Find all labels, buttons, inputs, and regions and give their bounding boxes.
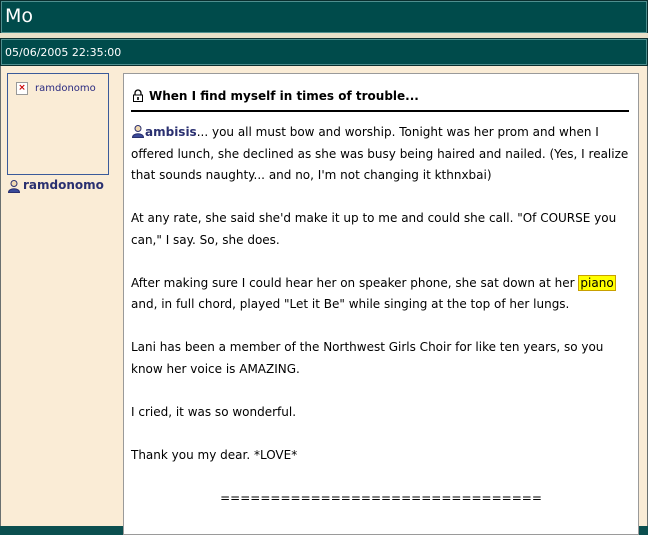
broken-image-icon: × bbox=[16, 82, 28, 95]
paragraph-text: ... you all must bow and worship. Tonight was her prom and when I offered lunch, she declined as she was busy being haired and nailed. (Yes, I realize that sounds naughty... and no, I'm not changing it kthnxbai) bbox=[131, 125, 629, 182]
paragraph-text: and, in full chord, played "Let it Be" while singing at the top of her lungs. bbox=[131, 297, 570, 311]
user-icon bbox=[131, 124, 145, 138]
post-paragraph bbox=[131, 273, 631, 316]
user-icon bbox=[7, 179, 21, 193]
post-paragraph: At any rate, she said she'd make it up to me and could she call. "Of COURSE you can," I say. So, she does. bbox=[131, 211, 617, 247]
post-paragraph bbox=[131, 122, 631, 187]
page-title: Mo bbox=[5, 5, 34, 27]
highlighted-keyword: piano bbox=[580, 275, 614, 290]
post-body bbox=[131, 122, 631, 531]
title-divider bbox=[131, 110, 629, 112]
post-paragraph: Lani has been a member of the Northwest Girls Choir for like ten years, so you know her voice is AMAZING. bbox=[131, 340, 604, 376]
content-area bbox=[0, 66, 648, 526]
user-mention-link[interactable]: ambisis bbox=[145, 125, 197, 139]
paragraph-text: After making sure I could hear her on speaker phone, she sat down at her bbox=[131, 275, 579, 290]
author-username-link[interactable]: ramdonomo bbox=[23, 178, 104, 192]
post-paragraph: I cried, it was so wonderful. bbox=[131, 404, 297, 419]
post-paragraph: Thank you my dear. *LOVE* bbox=[131, 447, 298, 462]
avatar-alt-text: ramdonomo bbox=[35, 83, 96, 94]
avatar bbox=[7, 73, 109, 175]
post-box bbox=[123, 73, 639, 535]
author-sidebar bbox=[1, 66, 117, 526]
lock-icon bbox=[132, 89, 144, 102]
post-title: When I find myself in times of trouble... bbox=[149, 89, 419, 103]
date-bar bbox=[0, 38, 648, 66]
title-bar bbox=[0, 0, 648, 34]
text-divider: ================================ bbox=[220, 490, 542, 505]
post-date: 05/06/2005 22:35:00 bbox=[5, 46, 122, 59]
